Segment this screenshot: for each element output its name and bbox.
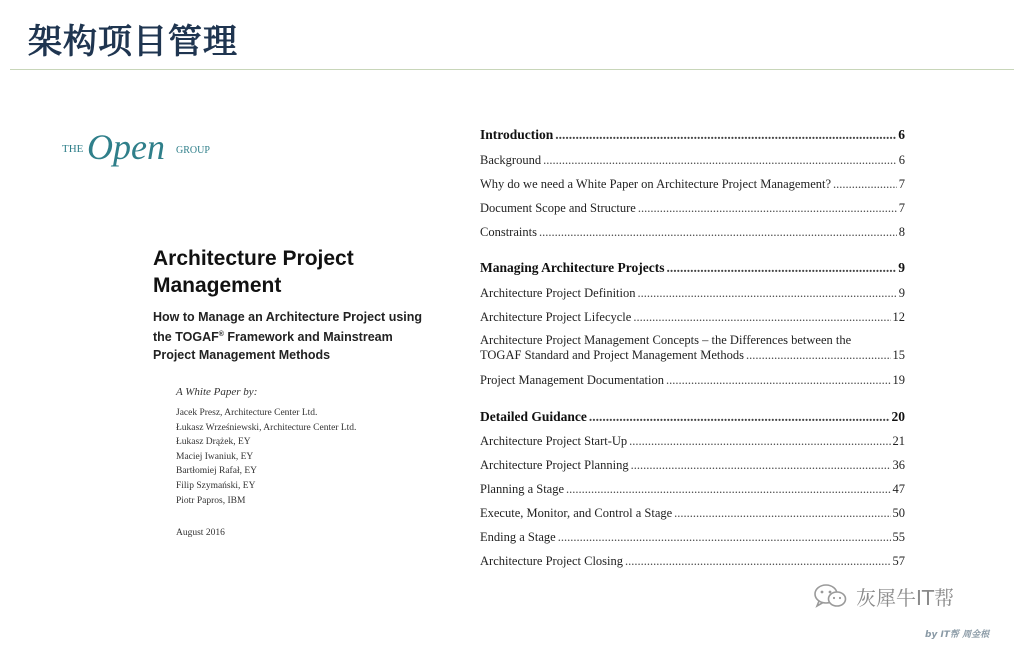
toc-page: 47 bbox=[892, 482, 905, 496]
document-subtitle bbox=[153, 308, 453, 364]
toc-entry bbox=[480, 506, 905, 521]
toc-page: 8 bbox=[898, 225, 905, 239]
toc-entry-line2 bbox=[480, 348, 905, 363]
watermark bbox=[812, 582, 954, 610]
toc-section bbox=[480, 127, 905, 143]
toc-section bbox=[480, 409, 905, 425]
author-item: Jacek Presz, Architecture Center Ltd. bbox=[176, 408, 318, 418]
toc-label: Architecture Project Definition bbox=[480, 286, 636, 300]
toc-label: Execute, Monitor, and Control a Stage bbox=[480, 506, 673, 520]
toc-leader bbox=[746, 348, 891, 363]
logo-the: THE bbox=[62, 143, 84, 155]
toc-page: 9 bbox=[898, 286, 905, 300]
toc-entry bbox=[480, 530, 905, 545]
toc-label: Document Scope and Structure bbox=[480, 201, 636, 215]
toc-entry bbox=[480, 458, 905, 473]
toc-page: 9 bbox=[898, 260, 905, 275]
document-date: August 2016 bbox=[176, 528, 225, 538]
toc-label-continued: TOGAF Standard and Project Management Methods bbox=[480, 348, 744, 362]
toc-leader bbox=[638, 201, 897, 216]
author-item: Łukasz Wrześniewski, Architecture Center Ltd. bbox=[176, 422, 357, 433]
toc-leader bbox=[543, 153, 897, 168]
toc-page: 6 bbox=[898, 153, 905, 167]
white-paper-by: A White Paper by: bbox=[176, 386, 258, 398]
toc-page: 19 bbox=[892, 373, 905, 387]
author-item: Łukasz Drążek, EY bbox=[176, 437, 251, 448]
toc-leader bbox=[625, 554, 890, 569]
author-item: Filip Szymański, EY bbox=[176, 480, 256, 491]
author-item: Maciej Iwaniuk, EY bbox=[176, 451, 254, 462]
toc-leader bbox=[539, 225, 897, 240]
toc-label: Background bbox=[480, 153, 542, 167]
toc-page: 12 bbox=[892, 310, 905, 324]
watermark-text: 灰犀牛IT帮 bbox=[856, 585, 955, 610]
toc-leader bbox=[833, 177, 897, 192]
toc-entry bbox=[480, 286, 905, 301]
toc-page: 15 bbox=[892, 348, 905, 362]
toc-label: Architecture Project Management Concepts – the Differences between the bbox=[480, 333, 852, 347]
toc-entry bbox=[480, 310, 905, 325]
logo-open: Open bbox=[87, 127, 165, 167]
toc-label: Planning a Stage bbox=[480, 482, 565, 496]
subtitle-line2-post: Framework and Mainstream bbox=[223, 330, 393, 345]
toc-section bbox=[480, 260, 905, 276]
toc-label: Ending a Stage bbox=[480, 530, 556, 544]
toc-page: 36 bbox=[892, 458, 905, 472]
toc-leader bbox=[629, 434, 890, 449]
toc-page: 57 bbox=[892, 554, 905, 568]
toc-leader bbox=[666, 260, 896, 276]
toc-leader bbox=[674, 506, 890, 521]
author-item: Piotr Papros, IBM bbox=[176, 495, 246, 506]
slide-title: 架构项目管理 bbox=[28, 22, 238, 62]
document-subtitle-line2 bbox=[153, 326, 453, 346]
toc-label: Introduction bbox=[480, 127, 554, 142]
toc-entry bbox=[480, 333, 905, 363]
author-item: Bartłomiej Rafał, EY bbox=[176, 466, 257, 477]
toc-label: Architecture Project Closing bbox=[480, 554, 624, 568]
toc-page: 7 bbox=[898, 201, 905, 215]
toc-leader bbox=[631, 458, 891, 473]
toc-leader bbox=[633, 310, 890, 325]
toc-leader bbox=[555, 127, 896, 143]
toc-page: 21 bbox=[892, 434, 905, 448]
toc-leader bbox=[666, 373, 891, 388]
toc-entry bbox=[480, 434, 905, 449]
toc-page: 20 bbox=[891, 409, 905, 424]
toc-label: Why do we need a White Paper on Architecture Project Management? bbox=[480, 177, 832, 191]
toc-leader bbox=[638, 286, 897, 301]
registered-mark: ® bbox=[218, 331, 224, 338]
toc-page: 7 bbox=[898, 177, 905, 191]
toc-page: 50 bbox=[892, 506, 905, 520]
toc-label: Constraints bbox=[480, 225, 537, 239]
subtitle-line2-pre: the TOGAF bbox=[153, 330, 219, 345]
document-title bbox=[153, 245, 453, 299]
document-subtitle-line3: Project Management Methods bbox=[153, 348, 331, 363]
toc-label: Architecture Project Start-Up bbox=[480, 434, 628, 448]
toc-entry bbox=[480, 201, 905, 216]
byline: by IT帮 周金根 bbox=[925, 630, 990, 640]
logo-group: GROUP bbox=[176, 145, 210, 156]
toc-label: Project Management Documentation bbox=[480, 373, 664, 387]
document-title-line2: Management bbox=[153, 274, 282, 297]
toc-entry bbox=[480, 482, 905, 497]
toc-leader bbox=[589, 409, 890, 425]
toc-leader bbox=[558, 530, 891, 545]
toc-entry bbox=[480, 153, 905, 168]
toc-page: 55 bbox=[892, 530, 905, 544]
toc-entry bbox=[480, 225, 905, 240]
toc-label: Detailed Guidance bbox=[480, 409, 587, 424]
toc-page: 6 bbox=[898, 127, 905, 142]
document-subtitle-line1: How to Manage an Architecture Project using bbox=[153, 310, 423, 324]
toc-entry bbox=[480, 373, 905, 388]
toc-entry bbox=[480, 177, 905, 192]
author-list bbox=[176, 406, 356, 508]
title-divider bbox=[10, 69, 1014, 70]
toc-entry bbox=[480, 554, 905, 569]
wechat-icon bbox=[812, 583, 848, 609]
open-group-logo bbox=[62, 128, 222, 172]
toc-label: Managing Architecture Projects bbox=[480, 260, 665, 275]
toc-label: Architecture Project Lifecycle bbox=[480, 310, 632, 324]
toc-leader bbox=[566, 482, 890, 497]
document-title-line1: Architecture Project bbox=[153, 247, 354, 270]
toc-label: Architecture Project Planning bbox=[480, 458, 629, 472]
